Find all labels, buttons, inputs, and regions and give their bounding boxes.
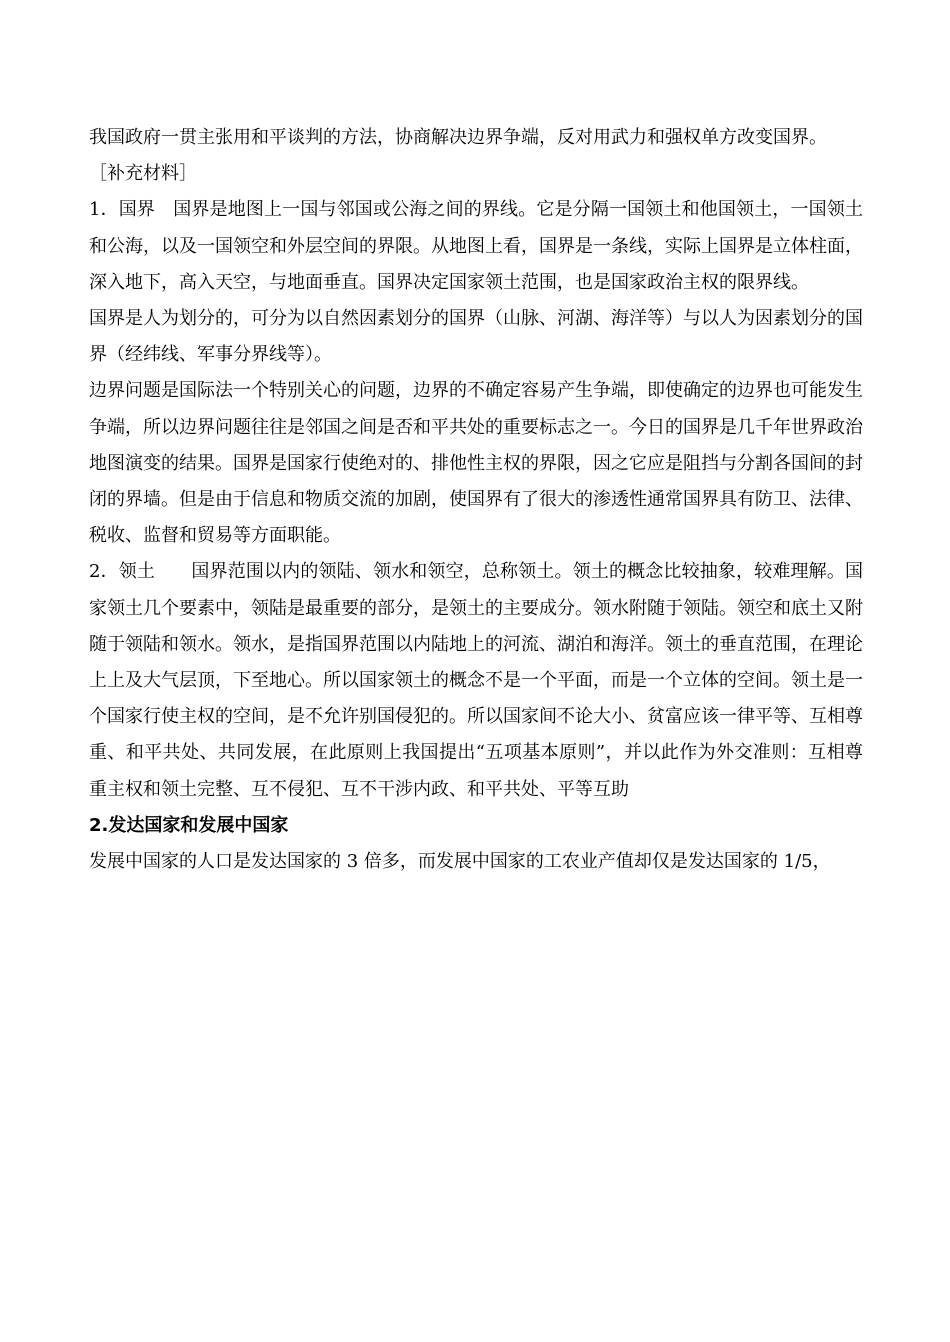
paragraph-national-border: 1．国界 国界是地图上一国与邻国或公海之间的界线。它是分隔一国领土和他国领土，一国领土和公海，以及一国领空和外层空间的界限。从地图上看，国界是一条线，实际上国界是立体柱面，深入地下，高入天空，与地面垂直。国界决定国家领土范围，也是国家政治主权的限界线。 [89, 199, 863, 293]
paragraph-developing-countries: 发展中国家的人口是发达国家的 3 倍多，而发展中国家的工农业产值却仅是发达国家的 1/5， [89, 851, 831, 873]
paragraph-border-policy: 我国政府一贯主张用和平谈判的方法，协商解决边界争端，反对用武力和强权单方改变国界。 [89, 127, 827, 148]
section-heading: 2.发达国家和发展中国家 [89, 814, 289, 836]
paragraph-border-issues: 边界问题是国际法一个特别关心的问题，边界的不确定容易产生争端，即使确定的边界也可能发生争端，所以边界问题往往是邻国之间是否和平共处的重要标志之一。今日的国界是几千年世界政治地图演变的结果。国界是国家行使绝对的、排他性主权的界限，因之它应是阻挡与分割各国间的封闭的界墙。但是由于信息和物质交流的加剧，使国界有了很大的渗透性通常国界具有防卫、法律、税收、监督和贸易等方面职能。 [89, 380, 863, 547]
paragraph-territory: 2．领土 国界范围以内的领陆、领水和领空，总称领土。领土的概念比较抽象，较难理解。国家领土几个要素中，领陆是最重要的部分，是领土的主要成分。领水附随于领陆。领空和底土又附随于领陆和领水。领水，是指国界范围以内陆地上的河流、湖泊和海洋。领土的垂直范围，在理论上上及大气层顶，下至地心。所以国家领土的概念不是一个平面，而是一个立体的空间。领土是一个国家行使主权的空间，是不允许别国侵犯的。所以国家间不论大小、贫富应该一律平等、互相尊重、和平共处、共同发展，在此原则上我国提出“五项基本原则”，并以此作为外交准则：互相尊重主权和领土完整、互不侵犯、互不干涉内政、和平共处、平等互助 [89, 561, 863, 800]
paragraph-border-division: 国界是人为划分的，可分为以自然因素划分的国界（山脉、河湖、海洋等）与以人为因素划分的国界（经纬线、军事分界线等）。 [89, 308, 863, 366]
document-body [89, 120, 863, 880]
paragraph-supplement-label: ［补充材料］ [89, 163, 197, 185]
